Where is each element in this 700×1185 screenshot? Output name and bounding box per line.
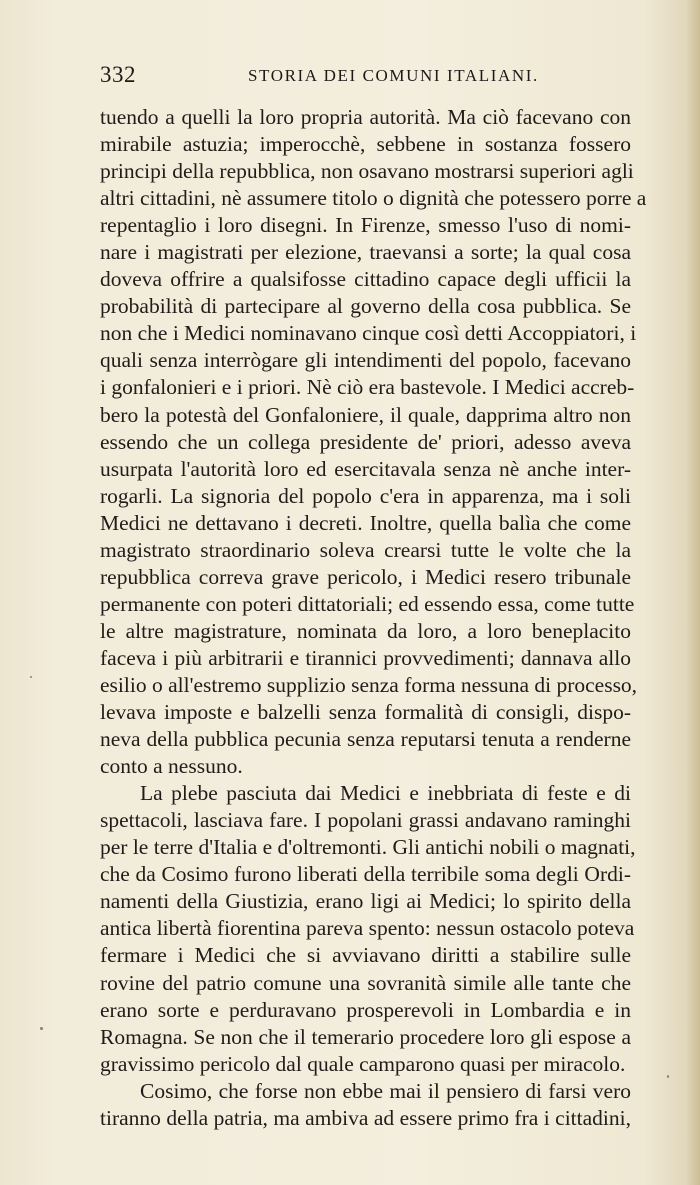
text-line: erano sorte e perduravano prosperevoli in Lombardia e in — [100, 997, 631, 1022]
text-line: fermare i Medici che si avviavano diritti a stabilire sulle — [100, 943, 631, 968]
text-line: Romagna. Se non che il temerario procedere loro gli espose a — [100, 1024, 631, 1049]
text-line: le altre magistrature, nominata da loro, a loro beneplacito — [100, 618, 631, 643]
text-line: principi della repubblica, non osavano mostrarsi superiori agli — [100, 159, 634, 184]
text-line: tuendo a quelli la loro propria autorità. Ma ciò facevano con — [100, 105, 631, 129]
text-line: che da Cosimo furono liberati della terribile soma degli Ordi- — [100, 862, 631, 887]
text-line: per le terre d'Italia e d'oltremonti. Gli antichi nobili o magnati, — [100, 835, 636, 860]
text-line: bero la potestà del Gonfaloniere, il quale, dapprima altro non — [100, 402, 631, 427]
text-line: permanente con poteri dittatoriali; ed essendo essa, come tutte — [100, 591, 635, 616]
text-line: non che i Medici nominavano cinque così detti Accoppiatori, i — [100, 321, 637, 346]
ink-speck — [667, 1075, 669, 1078]
paragraph — [100, 104, 647, 780]
text-line: doveva offrire a qualsifosse cittadino capace degli ufficii la — [100, 267, 631, 292]
text-line: usurpata l'autorità loro ed esercitavala senza nè anche inter- — [100, 456, 631, 481]
text-line: rovine del patrio comune una sovranità simile alle tante che — [100, 970, 631, 995]
text-line: Cosimo, che forse non ebbe mai il pensiero di farsi vero — [140, 1078, 631, 1103]
paragraph — [100, 780, 636, 1078]
text-line: namenti della Giustizia, erano ligi ai Medici; lo spirito della — [100, 889, 631, 914]
page-edge-shadow — [686, 0, 700, 1185]
text-line: mirabile astuzia; imperocchè, sebbene in sostanza fossero — [100, 132, 631, 157]
ink-speck — [40, 1027, 43, 1030]
text-line: tiranno della patria, ma ambiva ad essere primo fra i cittadini, — [100, 1105, 631, 1130]
text-line: spettacoli, lasciava fare. I popolani grassi andavano raminghi — [100, 808, 631, 833]
text-line: neva della pubblica pecunia senza reputarsi tenuta a renderne — [100, 727, 631, 752]
text-line: esilio o all'estremo supplizio senza forma nessuna di processo, — [100, 672, 638, 697]
paragraph — [100, 1078, 631, 1132]
text-line: conto a nessuno. — [100, 754, 243, 779]
page-number: 332 — [100, 62, 136, 87]
text-line: nare i magistrati per elezione, traevansi a sorte; la qual cosa — [100, 240, 631, 265]
page-header — [100, 62, 630, 92]
text-line: La plebe pasciuta dai Medici e inebbriata di feste e di — [140, 781, 631, 806]
text-line: i gonfalonieri e i priori. Nè ciò era bastevole. I Medici accreb- — [100, 375, 635, 400]
text-line: faceva i più arbitrarii e tirannici provvedimenti; dannava allo — [100, 645, 631, 670]
text-line: altri cittadini, nè assumere titolo o dignità che potessero porre a — [100, 186, 647, 211]
text-line: levava imposte e balzelli senza formalità di consigli, dispo- — [100, 700, 631, 725]
text-line: rogarli. La signoria del popolo c'era in apparenza, ma i soli — [100, 483, 631, 508]
text-line: magistrato straordinario soleva crearsi tutte le volte che la — [100, 537, 631, 562]
running-title: STORIA DEI COMUNI ITALIANI. — [248, 66, 539, 85]
text-line: essendo che un collega presidente de' priori, adesso aveva — [100, 429, 631, 454]
text-line: repentaglio i loro disegni. In Firenze, smesso l'uso di nomi- — [100, 213, 631, 238]
text-line: antica libertà fiorentina pareva spento: nessun ostacolo poteva — [100, 916, 635, 941]
text-line: probabilità di partecipare al governo della cosa pubblica. Se — [100, 294, 631, 319]
text-line: Medici ne dettavano i decreti. Inoltre, quella balìa che come — [100, 510, 631, 535]
text-line: repubblica correva grave pericolo, i Medici resero tribunale — [100, 564, 631, 589]
body-text — [100, 104, 647, 1132]
text-line: gravissimo pericolo dal quale camparono quasi per miracolo. — [100, 1051, 626, 1076]
ink-speck — [30, 676, 32, 678]
text-line: quali senza interrògare gli intendimenti del popolo, facevano — [100, 348, 631, 373]
